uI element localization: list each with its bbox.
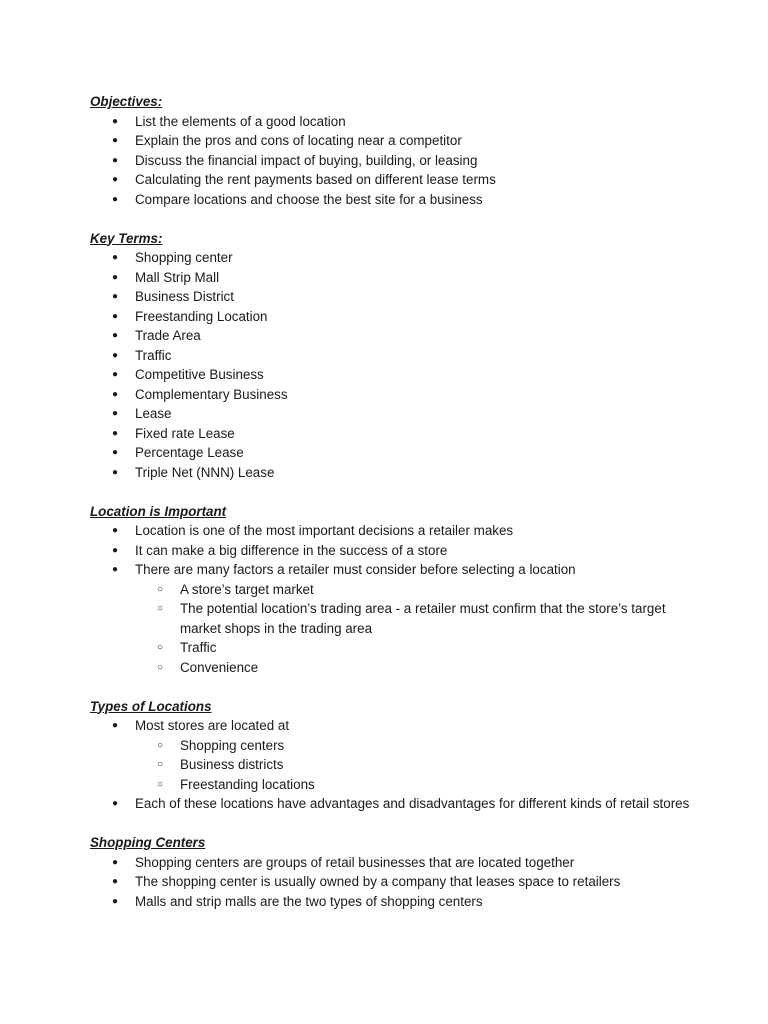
sub-list-item: ○ Shopping centers bbox=[90, 736, 690, 756]
list-item: ● There are many factors a retailer must consider before selecting a location bbox=[90, 560, 690, 580]
list-item: ● Competitive Business bbox=[90, 365, 690, 385]
list-item: ● Business District bbox=[90, 287, 690, 307]
list-item: ● Traffic bbox=[90, 346, 690, 366]
document-page bbox=[90, 92, 690, 931]
list-item: ● Explain the pros and cons of locating near a competitor bbox=[90, 131, 690, 151]
list-item: ● Compare locations and choose the best site for a business bbox=[90, 190, 690, 210]
list-item: ● Shopping centers are groups of retail businesses that are located together bbox=[90, 853, 690, 873]
list-item: ● Triple Net (NNN) Lease bbox=[90, 463, 690, 483]
sub-list-item: ○ Freestanding locations bbox=[90, 775, 690, 795]
objectives-heading: Objectives: bbox=[90, 94, 163, 109]
location-important-list bbox=[90, 521, 690, 677]
list-item: ● Mall Strip Mall bbox=[90, 268, 690, 288]
key-terms-heading: Key Terms: bbox=[90, 230, 163, 246]
shopping-centers-list bbox=[90, 853, 690, 912]
list-item: ● Lease bbox=[90, 404, 690, 424]
list-item: ● Discuss the financial impact of buying, building, or leasing bbox=[90, 151, 690, 171]
key-terms-section bbox=[90, 229, 690, 483]
list-item: ● Most stores are located at bbox=[90, 716, 690, 736]
types-of-locations-section bbox=[90, 697, 690, 814]
list-item: ● Complementary Business bbox=[90, 385, 690, 405]
location-important-section bbox=[90, 502, 690, 678]
sub-list-item: ○ The potential location’s trading area - a retailer must confirm that the store’s target market shops in the trading area bbox=[90, 599, 690, 638]
list-item: ● Freestanding Location bbox=[90, 307, 690, 327]
list-item: ● Fixed rate Lease bbox=[90, 424, 690, 444]
list-item: ● The shopping center is usually owned by a company that leases space to retailers bbox=[90, 872, 690, 892]
sub-list-item: ○ Traffic bbox=[90, 638, 690, 658]
list-item: ● List the elements of a good location bbox=[90, 112, 690, 132]
location-important-heading: Location is Important bbox=[90, 503, 227, 519]
sub-list-item: ○ A store’s target market bbox=[90, 580, 690, 600]
list-item: ● Location is one of the most important decisions a retailer makes bbox=[90, 521, 690, 541]
objectives-section bbox=[90, 92, 690, 209]
key-terms-list bbox=[90, 248, 690, 482]
sub-list-item: ○ Convenience bbox=[90, 658, 690, 678]
sub-list-item: ○ Business districts bbox=[90, 755, 690, 775]
list-item: ● Each of these locations have advantages and disadvantages for different kinds of retail stores bbox=[90, 794, 690, 814]
objectives-list bbox=[90, 112, 690, 210]
list-item: ● Trade Area bbox=[90, 326, 690, 346]
list-item: ● Percentage Lease bbox=[90, 443, 690, 463]
list-item: ● It can make a big difference in the success of a store bbox=[90, 541, 690, 561]
types-of-locations-heading: Types of Locations bbox=[90, 698, 212, 714]
list-item: ● Calculating the rent payments based on different lease terms bbox=[90, 170, 690, 190]
shopping-centers-section bbox=[90, 833, 690, 911]
types-of-locations-list bbox=[90, 716, 690, 814]
list-item: ● Malls and strip malls are the two types of shopping centers bbox=[90, 892, 690, 912]
shopping-centers-heading: Shopping Centers bbox=[90, 835, 206, 850]
list-item: ● Shopping center bbox=[90, 248, 690, 268]
